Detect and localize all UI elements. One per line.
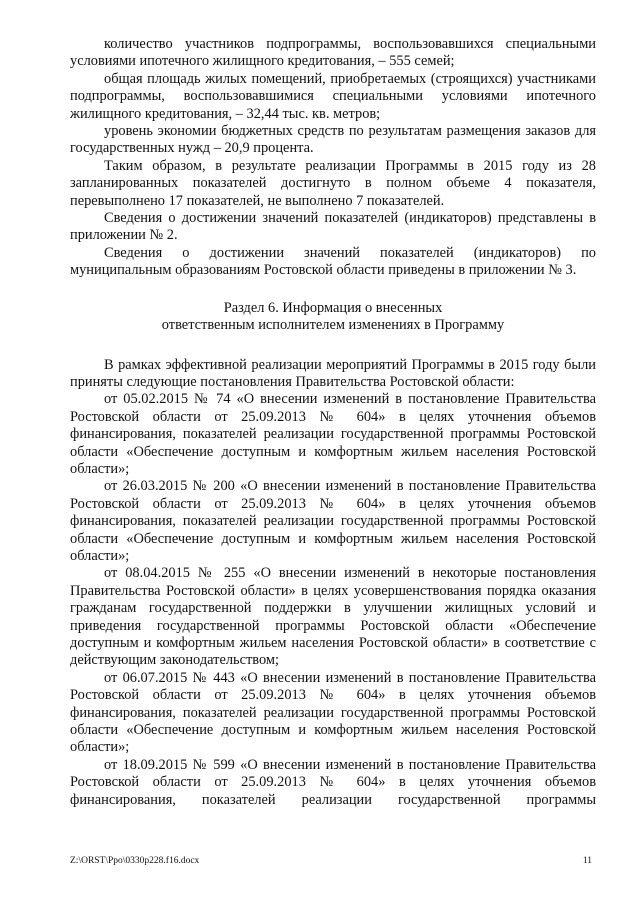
- section-heading: [70, 300, 596, 335]
- paragraph-participants-count: количество участников подпрограммы, воспользовавшихся специальными условиями ипотечного жилищного кредитования, – 555 семей;: [70, 36, 596, 70]
- paragraph-appendix-3: Сведения о достижении значений показателей (индикаторов) по муниципальным образованиям Ростовской области приведены в приложении № 3.: [70, 244, 596, 279]
- paragraph-resolution-200: от 26.03.2015 № 200 «О внесении изменений в постановление Правительства Ростовской области от 25.09.2013 № 604» в целях уточнения объемов финансирования, показателей реализации государственной программы Ростовской области «Обеспечение доступным и комфортным жильем населения Ростовской области»;: [70, 478, 596, 564]
- paragraph-resolution-74: от 05.02.2015 № 74 «О внесении изменений в постановление Правительства Ростовской области от 25.09.2013 № 604» в целях уточнения объемов финансирования, показателей реализации государственной программы Ростовской области «Обеспечение доступным и комфортным жильем населения Ростовской области»;: [70, 391, 596, 477]
- section-heading-line-2: ответственным исполнителем изменениях в Программу: [161, 317, 505, 334]
- paragraph-resolution-255: от 08.04.2015 № 255 «О внесении изменений в некоторые постановления Правительства Ростовской области» в целях усовершенствования порядка оказания гражданам государственной поддержки в улучшении жилищных условий и приведения государственной программы Ростовской области «Обеспечение доступным и комфортным жильем населения Ростовской области» в соответствие с действующим законодательством;: [70, 565, 596, 669]
- document-page: [70, 36, 596, 809]
- paragraph-resolution-443: от 06.07.2015 № 443 «О внесении изменений в постановление Правительства Ростовской области от 25.09.2013 № 604» в целях уточнения объемов финансирования, показателей реализации государственной программы Ростовской области «Обеспечение доступным и комфортным жильем населения Ростовской области»;: [70, 669, 596, 756]
- paragraph-living-area: общая площадь жилых помещений, приобретаемых (строящихся) участниками подпрограммы, воспользовавшимися специальными условиями ипотечного жилищного кредитования, – 32,44 тыс. кв. метров;: [70, 70, 596, 122]
- paragraph-appendix-2: Сведения о достижении значений показателей (индикаторов) представлены в приложении № 2.: [70, 210, 596, 244]
- paragraph-summary-indicators: Таким образом, в результате реализации Программы в 2015 году из 28 запланированных показателей достигнуто в полном объеме 4 показателя, перевыполнено 17 показателей, не выполнено 7 показателей.: [70, 157, 596, 209]
- paragraph-resolutions-intro: В рамках эффективной реализации мероприятий Программы в 2015 году были приняты следующие постановления Правительства Ростовской области:: [70, 356, 596, 390]
- page-footer: [70, 856, 596, 870]
- paragraph-resolution-599: от 18.09.2015 № 599 «О внесении изменений в постановление Правительства Ростовской области от 25.09.2013 № 604» в целях уточнения объемов финансирования, показателей реализации государственной программы: [70, 756, 596, 808]
- footer-file-path: Z:\ORST\Ppo\0330p228.f16.docx: [70, 856, 200, 866]
- paragraph-budget-savings: уровень экономии бюджетных средств по результатам размещения заказов для государственных нужд – 20,9 процента.: [70, 123, 596, 157]
- page-number: 11: [582, 856, 592, 866]
- section-heading-line-1: Раздел 6. Информация о внесенных: [223, 299, 443, 316]
